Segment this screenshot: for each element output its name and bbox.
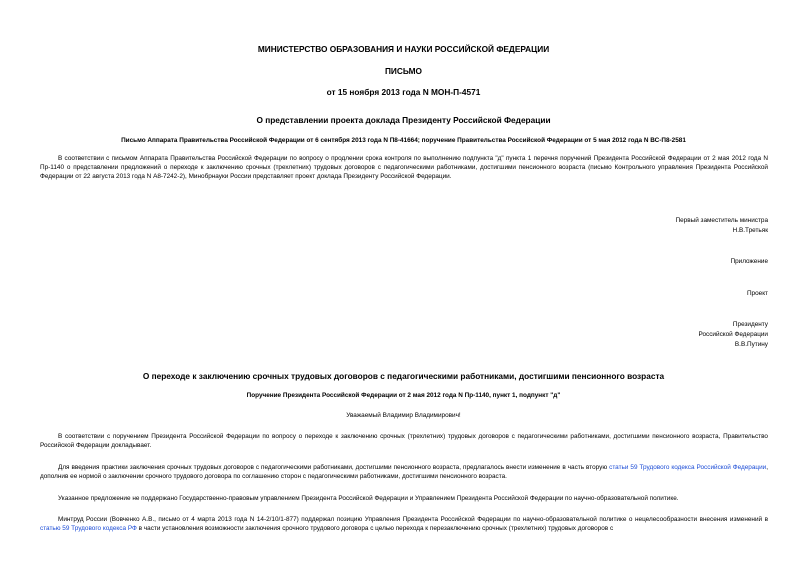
report-paragraph-3: Указанное предложение не поддержано Государственно-правовым управлением Президента Российской Федерации и Управлением Президента Российской Федерации по научно-образовательной политике. bbox=[58, 495, 679, 502]
report-paragraph-4 bbox=[40, 516, 768, 534]
report-paragraph-2-text-b: , дополнив ее нормой о заключении срочного трудового договора по соглашению сторон с педагогическими работниками, достигшими пенсионного возраста. bbox=[40, 464, 768, 480]
addressee-line-3: В.В.Путину bbox=[734, 341, 768, 348]
report-paragraph-4-text-a: Минтруд России (Вовченко А.В., письмо от 4 марта 2013 года N 14-2/10/1-877) поддержал позицию Управления Президента Российской Федерации по научно-образовательной политике о нецелесообразности внесения изменений в bbox=[58, 516, 768, 523]
labor-code-article-59-link-2[interactable]: статью 59 Трудового кодекса РФ bbox=[40, 524, 137, 532]
report-paragraph-1: В соответствии с поручением Президента Российской Федерации по вопросу о переходе к заключению срочных (трехлетних) трудовых договоров с педагогическими работниками, достигшими пенсионного возраста, Правительство Российской Федерации докладывает. bbox=[40, 433, 768, 449]
draft-label: Проект bbox=[746, 290, 768, 297]
addressee-line-1: Президенту bbox=[732, 321, 768, 328]
letter-paragraph: В соответствии с письмом Аппарата Правительства Российской Федерации по вопросу о продлении срока контроля по выполнению подпункта "д" пункта 1 перечня поручений Президента Российской Федерации от 2 мая 2012 года N Пр-1140 о представлении предложений о переходе к заключению срочных (трехлетних) трудовых договоров с педагогическими работниками, достигшими пенсионного возраста (письмо Контрольного управления Президента Российской Федерации от 22 августа 2013 года N А8-7242-2), Минобрнауки России представляет проект доклада Президенту Российской Федерации. bbox=[40, 155, 768, 180]
ministry-heading: МИНИСТЕРСТВО ОБРАЗОВАНИЯ И НАУКИ РОССИЙСКОЙ ФЕДЕРАЦИИ bbox=[257, 44, 550, 54]
report-greeting: Уважаемый Владимир Владимирович! bbox=[346, 412, 461, 419]
report-title: О переходе к заключению срочных трудовых договоров с педагогическими работниками, достигшими пенсионного возраста bbox=[142, 371, 665, 381]
report-paragraph-4-text-b: в части установления возможности заключения срочного трудового договора с целью перехода к перезаключению срочных (трехлетних) трудовых договоров с bbox=[136, 524, 614, 532]
signatory-name: Н.В.Третьяк bbox=[732, 227, 768, 234]
labor-code-article-59-link[interactable]: статьи 59 Трудового кодекса Российской Федерации bbox=[609, 464, 767, 471]
report-instruction: Поручение Президента Российской Федерации от 2 мая 2012 года N Пр-1140, пункт 1, подпункт "д" bbox=[246, 392, 561, 399]
report-paragraph-2 bbox=[40, 464, 768, 482]
date-number-heading: от 15 ноября 2013 года N МОН-П-4571 bbox=[326, 87, 481, 97]
report-paragraph-2-text-a: Для введения практики заключения срочных трудовых договоров с педагогическими работниками, достигшими пенсионного возраста, предлагалось внести изменение в часть вторую bbox=[58, 464, 610, 471]
doc-type-heading: ПИСЬМО bbox=[384, 66, 423, 76]
signatory-position: Первый заместитель министра bbox=[675, 217, 768, 224]
document-title: О представлении проекта доклада Президенту Российской Федерации bbox=[256, 115, 551, 125]
appendix-label: Приложение bbox=[730, 258, 768, 265]
addressee-line-2: Российской Федерации bbox=[698, 331, 768, 338]
document-subtitle: Письмо Аппарата Правительства Российской Федерации от 6 сентября 2013 года N П8-41664; поручение Правительства Российской Федерации от 5 мая 2012 года N ВС-П8-2581 bbox=[121, 137, 686, 144]
